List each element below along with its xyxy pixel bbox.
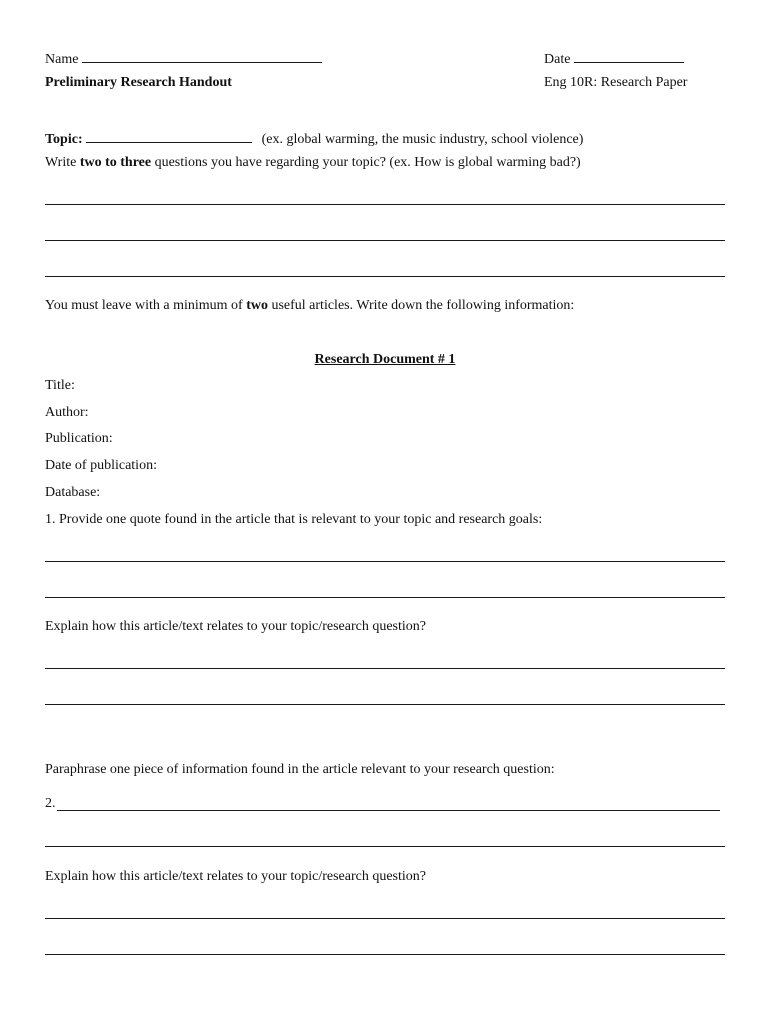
document-heading: Research Document # 1 [314,352,456,367]
questions-prefix: Write [45,155,80,170]
explain-2-line-2[interactable] [45,954,725,955]
field-publication: Publication: [45,431,113,446]
explain-1-line-2[interactable] [45,704,725,705]
explain-prompt-1: Explain how this article/text relates to your topic/research question? [45,619,426,634]
handout-title: Preliminary Research Handout [45,75,232,90]
topic-blank[interactable] [86,128,252,143]
topic-row [45,128,583,148]
articles-bold: two [246,298,268,313]
questions-suffix: questions you have regarding your topic? (ex. How is global warming bad?) [151,155,581,170]
articles-instruction [45,298,574,314]
date-label: Date [544,52,571,67]
topic-label: Topic: [45,132,83,147]
question-line-1[interactable] [45,204,725,205]
quote-line-1[interactable] [45,561,725,562]
field-title: Title: [45,378,75,393]
quote-prompt: 1. Provide one quote found in the article that is relevant to your topic and research goals: [45,512,543,527]
questions-prompt [45,155,581,171]
date-field[interactable] [544,48,684,68]
explain-1-line-1[interactable] [45,668,725,669]
name-field[interactable] [45,48,322,68]
topic-example: (ex. global warming, the music industry, school violence) [261,132,584,147]
explain-2-line-1[interactable] [45,918,725,919]
paraphrase-prompt: Paraphrase one piece of information found in the article relevant to your research question: [45,762,555,777]
field-author: Author: [45,405,89,420]
name-label: Name [45,52,79,67]
name-blank[interactable] [82,48,322,63]
questions-bold: two to three [79,155,152,170]
course-label: Eng 10R: Research Paper [544,75,688,90]
field-date-of-publication: Date of publication: [45,458,157,473]
question-line-2[interactable] [45,240,725,241]
explain-prompt-2: Explain how this article/text relates to your topic/research question? [45,869,426,884]
item-2-label: 2. [45,796,56,811]
paraphrase-line-2[interactable] [45,846,725,847]
quote-line-2[interactable] [45,597,725,598]
item-2-line[interactable] [57,810,720,811]
date-blank[interactable] [574,48,684,63]
articles-suffix: useful articles. Write down the following information: [267,298,575,313]
field-database: Database: [45,485,101,500]
articles-prefix: You must leave with a minimum of [45,298,247,313]
question-line-3[interactable] [45,276,725,277]
